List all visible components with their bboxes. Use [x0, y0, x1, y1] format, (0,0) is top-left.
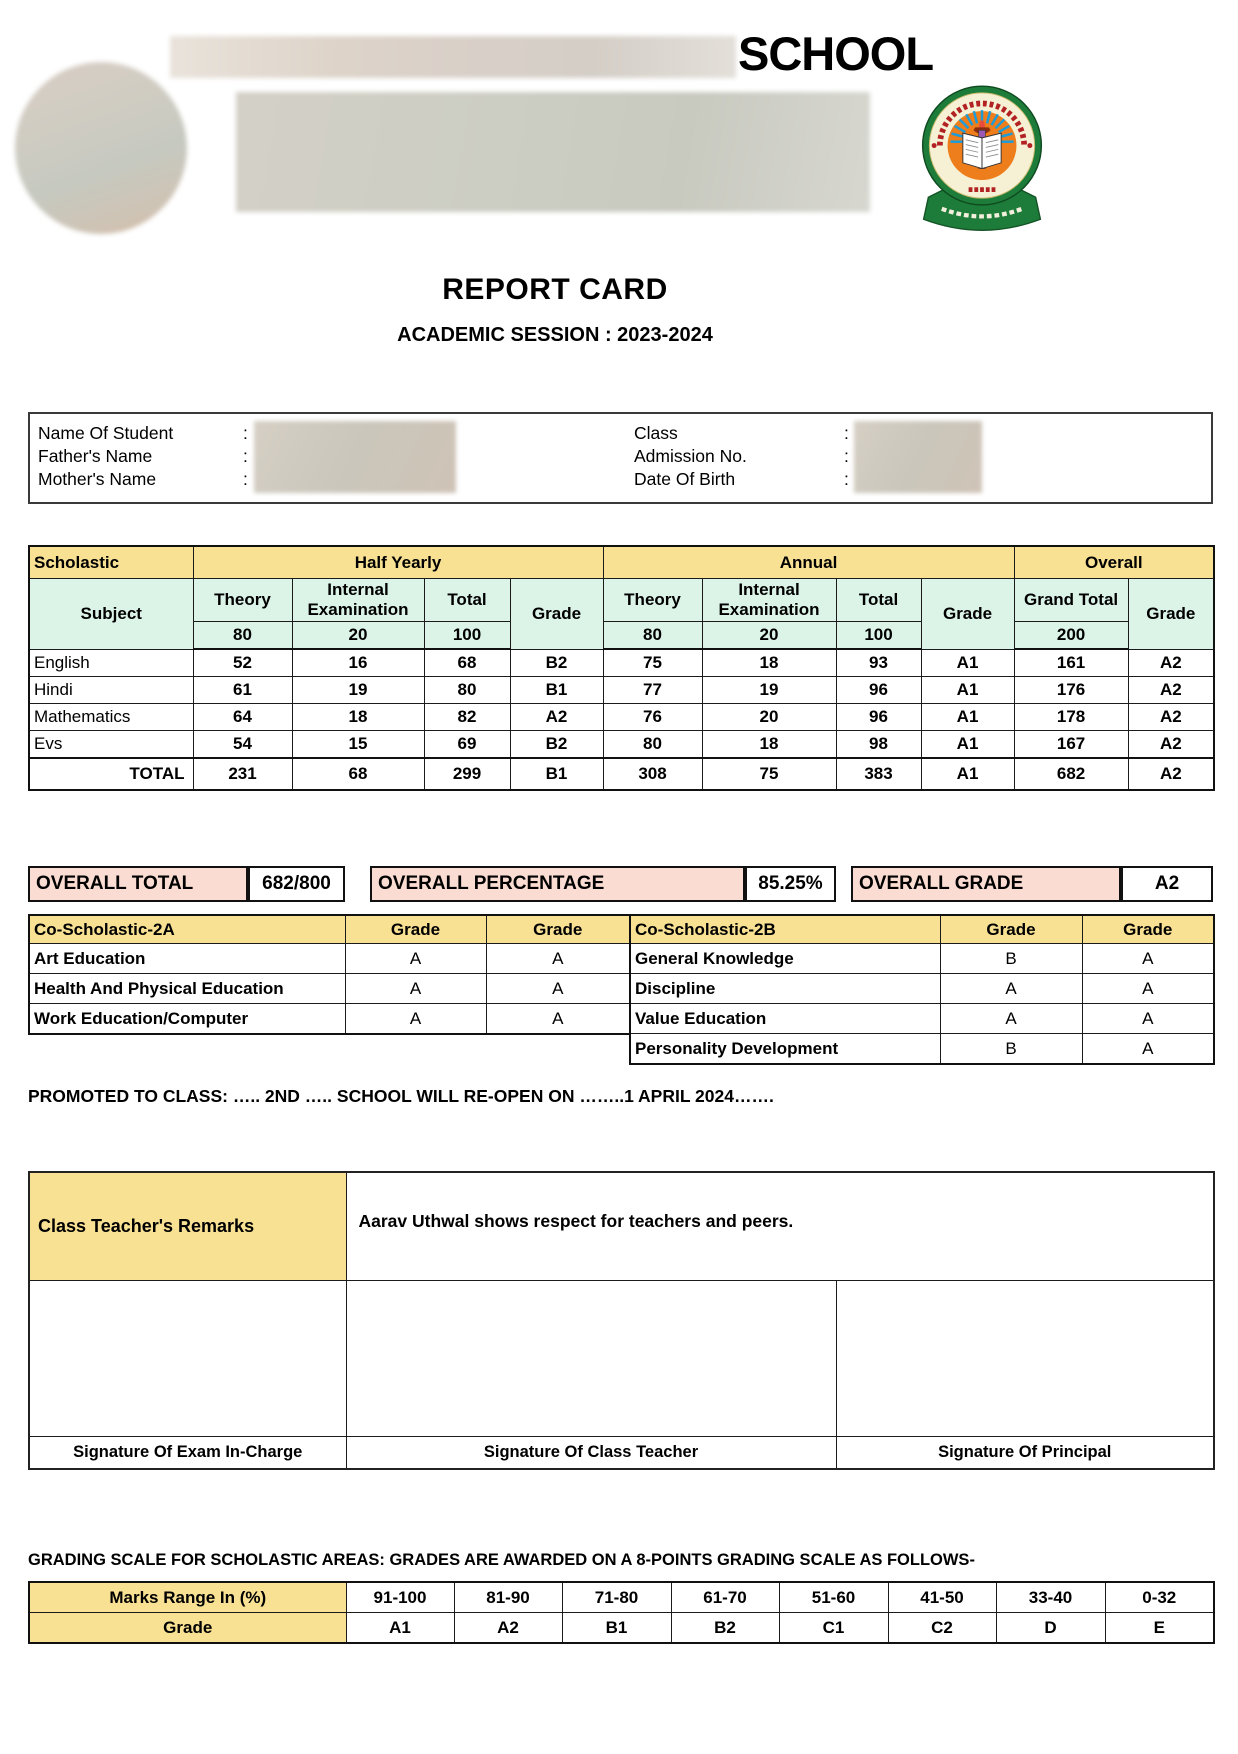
mark-cell: 93 [836, 649, 921, 677]
grade-cell: B [940, 944, 1082, 974]
grading-scale-table [28, 1581, 1215, 1644]
table-row-english [29, 649, 1214, 677]
total-label: TOTAL [29, 758, 193, 790]
grade-cell: B1 [562, 1613, 671, 1644]
mark-cell: 96 [836, 677, 921, 704]
table-row [630, 974, 1214, 1004]
grade-cell: A2 [1128, 649, 1214, 677]
reopen-label: SCHOOL WILL RE-OPEN ON [336, 1086, 575, 1106]
grade-col-header: Grade [345, 915, 486, 944]
redacted-student-names [254, 421, 456, 493]
grade-row [29, 1613, 1214, 1644]
grade-cell: E [1105, 1613, 1214, 1644]
reopen-date-value: ……..1 APRIL 2024……. [579, 1086, 774, 1106]
page-title: REPORT CARD [442, 273, 668, 306]
mark-cell: 52 [193, 649, 292, 677]
total-cell: A2 [1128, 758, 1214, 790]
scholastic-marks-table [28, 545, 1215, 791]
grade-cell: A [940, 974, 1082, 1004]
total-cell: 299 [424, 758, 510, 790]
grade-cell: A2 [1128, 704, 1214, 731]
grading-scale-heading: GRADING SCALE FOR SCHOLASTIC AREAS: GRADES ARE AWARDED ON A 8-POINTS GRADING SCALE AS FOLLOWS- [28, 1551, 975, 1569]
col-header-grade: Grade [921, 579, 1014, 650]
activity-label: General Knowledge [630, 944, 940, 974]
col-header-total: Total [836, 579, 921, 622]
max-marks-grand-total: 200 [1014, 622, 1128, 650]
label-name-of-student: Name Of Student [38, 423, 174, 443]
grade-cell: A1 [921, 649, 1014, 677]
label-date-of-birth: Date Of Birth [634, 469, 736, 489]
total-cell: 68 [292, 758, 424, 790]
grade-cell: A [940, 1004, 1082, 1034]
colon: : [243, 469, 248, 489]
mark-cell: 18 [702, 649, 836, 677]
range-cell: 51-60 [779, 1582, 888, 1613]
overall-total-value: 682/800 [248, 866, 345, 902]
total-cell: 75 [702, 758, 836, 790]
table-row-total [29, 758, 1214, 790]
class-teacher-remarks-label: Class Teacher's Remarks [29, 1172, 346, 1280]
label-fathers-name: Father's Name [38, 446, 153, 466]
colon: : [243, 446, 248, 466]
table-row [29, 974, 630, 1004]
student-info-box [28, 412, 1213, 504]
co-scholastic-2b-header: Co-Scholastic-2B [630, 915, 940, 944]
grade-cell: B2 [671, 1613, 779, 1644]
colon: : [844, 423, 849, 443]
grade-cell: A [486, 944, 630, 974]
mark-cell: 16 [292, 649, 424, 677]
grade-cell: A1 [921, 677, 1014, 704]
grade-col-header: Grade [1082, 915, 1214, 944]
grade-cell: A [1082, 974, 1214, 1004]
table-row [630, 1034, 1214, 1065]
remarks-signature-table [28, 1171, 1215, 1470]
grade-cell: B [940, 1034, 1082, 1065]
mark-cell: 15 [292, 731, 424, 759]
mark-cell: 98 [836, 731, 921, 759]
activity-label: Art Education [29, 944, 345, 974]
grade-cell: B1 [510, 677, 603, 704]
table-row-evs [29, 731, 1214, 759]
overall-grade-value: A2 [1121, 866, 1213, 902]
overall-percentage-label: OVERALL PERCENTAGE [370, 866, 745, 902]
label-admission-no: Admission No. [634, 446, 747, 466]
max-marks-theory: 80 [193, 622, 292, 650]
overall-percentage-value: 85.25% [745, 866, 836, 902]
max-marks-theory: 80 [603, 622, 702, 650]
redacted-school-name-band [170, 36, 736, 78]
col-header-subject: Subject [29, 579, 193, 650]
mark-cell: 19 [292, 677, 424, 704]
subject-cell: English [29, 649, 193, 677]
col-header-grade: Grade [510, 579, 603, 650]
redacted-school-address-band [236, 92, 870, 212]
mark-cell: 161 [1014, 649, 1128, 677]
mark-cell: 77 [603, 677, 702, 704]
subject-cell: Evs [29, 731, 193, 759]
school-name-visible-word: SCHOOL [738, 27, 934, 80]
grade-cell: B2 [510, 649, 603, 677]
col-header-grand-total: Grand Total [1014, 579, 1128, 622]
table-row [29, 944, 630, 974]
mark-cell: 54 [193, 731, 292, 759]
grade-cell: A1 [921, 704, 1014, 731]
col-header-theory: Theory [603, 579, 702, 622]
mark-cell: 68 [424, 649, 510, 677]
label-class: Class [634, 423, 678, 443]
col-header-internal: Internal Examination [292, 579, 424, 622]
activity-label: Health And Physical Education [29, 974, 345, 1004]
student-photo [15, 62, 187, 234]
mark-cell: 176 [1014, 677, 1128, 704]
max-marks-total: 100 [836, 622, 921, 650]
range-cell: 61-70 [671, 1582, 779, 1613]
grade-cell: A2 [1128, 677, 1214, 704]
range-cell: 81-90 [454, 1582, 562, 1613]
co-scholastic-2a-table [28, 914, 631, 1035]
mark-cell: 20 [702, 704, 836, 731]
signature-space-class-teacher [346, 1280, 836, 1436]
activity-label: Discipline [630, 974, 940, 1004]
subject-cell: Hindi [29, 677, 193, 704]
grade-cell: A [1082, 1004, 1214, 1034]
group-header-half-yearly: Half Yearly [193, 546, 603, 579]
scholastic-section-label: Scholastic [29, 546, 193, 579]
mark-cell: 18 [292, 704, 424, 731]
mark-cell: 80 [603, 731, 702, 759]
grade-cell: A [345, 974, 486, 1004]
grade-cell: D [996, 1613, 1105, 1644]
grade-cell: A1 [346, 1613, 454, 1644]
table-row [630, 1004, 1214, 1034]
grade-cell: A1 [921, 731, 1014, 759]
promoted-to-class-label: PROMOTED TO CLASS: [28, 1086, 228, 1106]
grade-row-label: Grade [29, 1613, 346, 1644]
subject-cell: Mathematics [29, 704, 193, 731]
max-marks-internal: 20 [292, 622, 424, 650]
overall-total-label: OVERALL TOTAL [28, 866, 248, 902]
mark-cell: 80 [424, 677, 510, 704]
grade-cell: A [486, 974, 630, 1004]
col-header-grade: Grade [1128, 579, 1214, 650]
marks-range-row [29, 1582, 1214, 1613]
total-cell: B1 [510, 758, 603, 790]
mark-cell: 18 [702, 731, 836, 759]
colon: : [844, 469, 849, 489]
grade-cell: C2 [888, 1613, 996, 1644]
grade-cell: A2 [1128, 731, 1214, 759]
mark-cell: 82 [424, 704, 510, 731]
label-mothers-name: Mother's Name [38, 469, 157, 489]
table-row [29, 1004, 630, 1035]
signature-label-principal: Signature Of Principal [836, 1436, 1214, 1469]
range-cell: 41-50 [888, 1582, 996, 1613]
grade-cell: A [345, 944, 486, 974]
activity-label: Work Education/Computer [29, 1004, 345, 1035]
mark-cell: 75 [603, 649, 702, 677]
activity-label: Personality Development [630, 1034, 940, 1065]
grade-cell: A [1082, 1034, 1214, 1065]
academic-session: ACADEMIC SESSION : 2023-2024 [397, 324, 713, 346]
mark-cell: 61 [193, 677, 292, 704]
promotion-line [28, 1086, 774, 1107]
overall-grade-label: OVERALL GRADE [851, 866, 1121, 902]
co-scholastic-2b-table [629, 914, 1215, 1065]
colon: : [844, 446, 849, 466]
total-cell: 231 [193, 758, 292, 790]
total-cell: 383 [836, 758, 921, 790]
mark-cell: 69 [424, 731, 510, 759]
total-cell: 308 [603, 758, 702, 790]
grade-cell: A [345, 1004, 486, 1035]
mark-cell: 178 [1014, 704, 1128, 731]
group-header-annual: Annual [603, 546, 1014, 579]
co-scholastic-2a-header: Co-Scholastic-2A [29, 915, 345, 944]
cbse-board-logo [915, 82, 1049, 234]
col-header-total: Total [424, 579, 510, 622]
promoted-class-value: ….. 2ND ….. [232, 1086, 333, 1106]
grade-col-header: Grade [940, 915, 1082, 944]
grade-cell: B2 [510, 731, 603, 759]
mark-cell: 19 [702, 677, 836, 704]
mark-cell: 76 [603, 704, 702, 731]
table-row-mathematics [29, 704, 1214, 731]
total-cell: A1 [921, 758, 1014, 790]
range-cell: 33-40 [996, 1582, 1105, 1613]
grade-cell: A [1082, 944, 1214, 974]
table-row [630, 944, 1214, 974]
max-marks-total: 100 [424, 622, 510, 650]
table-row-hindi [29, 677, 1214, 704]
col-header-internal: Internal Examination [702, 579, 836, 622]
grade-col-header: Grade [486, 915, 630, 944]
range-cell: 91-100 [346, 1582, 454, 1613]
group-header-overall: Overall [1014, 546, 1214, 579]
colon: : [243, 423, 248, 443]
grade-cell: C1 [779, 1613, 888, 1644]
range-cell: 0-32 [1105, 1582, 1214, 1613]
mark-cell: 64 [193, 704, 292, 731]
redacted-student-details [854, 421, 982, 493]
signature-label-class-teacher: Signature Of Class Teacher [346, 1436, 836, 1469]
activity-label: Value Education [630, 1004, 940, 1034]
signature-space-exam-incharge [29, 1280, 346, 1436]
mark-cell: 96 [836, 704, 921, 731]
mark-cell: 167 [1014, 731, 1128, 759]
grade-cell: A2 [454, 1613, 562, 1644]
range-cell: 71-80 [562, 1582, 671, 1613]
marks-range-label: Marks Range In (%) [29, 1582, 346, 1613]
total-cell: 682 [1014, 758, 1128, 790]
grade-cell: A2 [510, 704, 603, 731]
grade-cell: A [486, 1004, 630, 1035]
signature-label-exam-incharge: Signature Of Exam In-Charge [29, 1436, 346, 1469]
max-marks-internal: 20 [702, 622, 836, 650]
col-header-theory: Theory [193, 579, 292, 622]
teacher-remark-text: Aarav Uthwal shows respect for teachers and peers. [346, 1172, 1214, 1280]
signature-space-principal [836, 1280, 1214, 1436]
